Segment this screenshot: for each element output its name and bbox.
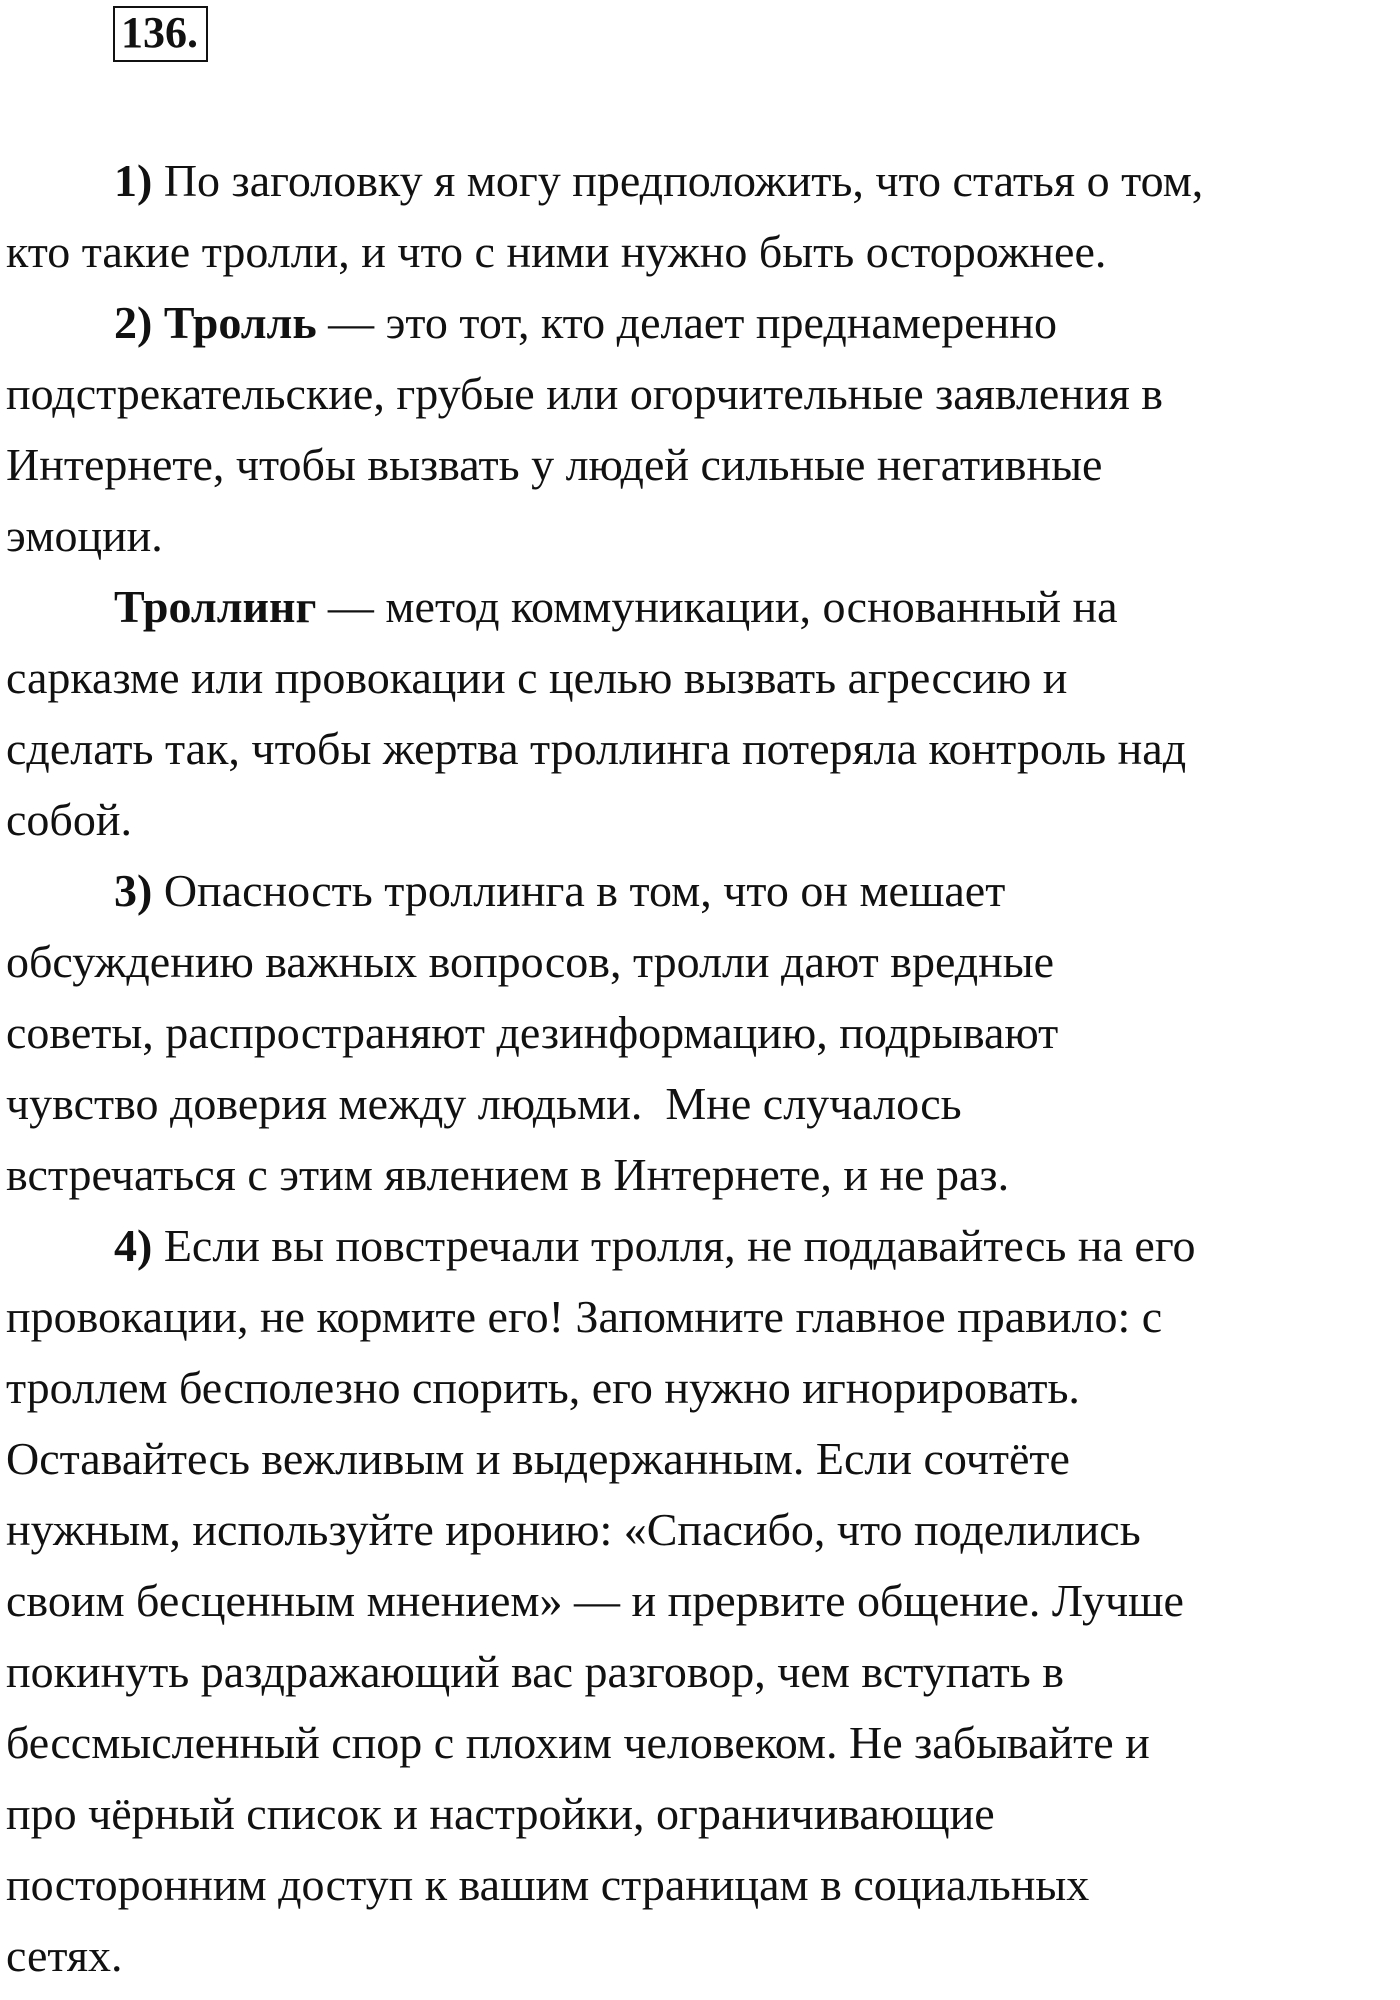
- text-line: покинуть раздражающий вас разговор, чем вступать в: [6, 1646, 1064, 1697]
- text-line: — это тот, кто делает преднамеренно: [328, 297, 1057, 348]
- text-line: кто такие тролли, и что с ними нужно быть осторожнее.: [6, 226, 1107, 277]
- text-line: — метод коммуникации, основанный на: [327, 581, 1118, 632]
- text-line: Если вы повстречали тролля, не поддавайтесь на его: [163, 1220, 1196, 1271]
- term-troll: 2) Тролль: [114, 297, 317, 348]
- text-line: сетях.: [6, 1930, 123, 1981]
- paragraph-3: [6, 855, 1396, 1210]
- text-line: По заголовку я могу предположить, что статья о том,: [163, 155, 1204, 206]
- text-line: обсуждению важных вопросов, тролли дают вредные: [6, 936, 1055, 987]
- text-line: Опасность троллинга в том, что он мешает: [163, 865, 1006, 916]
- text-line: сделать так, чтобы жертва троллинга потеряла контроль над: [6, 723, 1187, 774]
- task-number: 136.: [113, 6, 208, 62]
- text-line: чувство доверия между людьми. Мне случалось: [6, 1078, 962, 1129]
- paragraph-1: [6, 145, 1396, 287]
- text-line: Интернете, чтобы вызвать у людей сильные негативные: [6, 439, 1103, 490]
- paragraph-4: [6, 1210, 1396, 1991]
- text-line: про чёрный список и настройки, ограничивающие: [6, 1788, 995, 1839]
- item-marker: 1): [114, 155, 153, 206]
- answer-text: [6, 145, 1396, 1991]
- text-line: эмоции.: [6, 510, 163, 561]
- text-line: нужным, используйте иронию: «Спасибо, что поделились: [6, 1504, 1141, 1555]
- text-line: троллем бесполезно спорить, его нужно игнорировать.: [6, 1362, 1080, 1413]
- text-line: своим бесценным мнением» — и прервите общение. Лучше: [6, 1575, 1184, 1626]
- paragraph-2: [6, 287, 1396, 571]
- text-line: Оставайтесь вежливым и выдержанным. Если сочтёте: [6, 1433, 1070, 1484]
- text-line: собой.: [6, 794, 132, 845]
- text-line: посторонним доступ к вашим страницам в социальных: [6, 1859, 1090, 1910]
- text-line: бессмысленный спор с плохим человеком. Не забывайте и: [6, 1717, 1150, 1768]
- paragraph-trolling: [6, 571, 1396, 855]
- text-line: провокации, не кормите его! Запомните главное правило: с: [6, 1291, 1163, 1342]
- text-line: сарказме или провокации с целью вызвать агрессию и: [6, 652, 1068, 703]
- text-line: советы, распространяют дезинформацию, подрывают: [6, 1007, 1059, 1058]
- item-marker: 3): [114, 865, 153, 916]
- term-trolling: Троллинг: [114, 581, 317, 632]
- text-line: встречаться с этим явлением в Интернете, и не раз.: [6, 1149, 1010, 1200]
- item-marker: 4): [114, 1220, 153, 1271]
- text-line: подстрекательские, грубые или огорчительные заявления в: [6, 368, 1163, 419]
